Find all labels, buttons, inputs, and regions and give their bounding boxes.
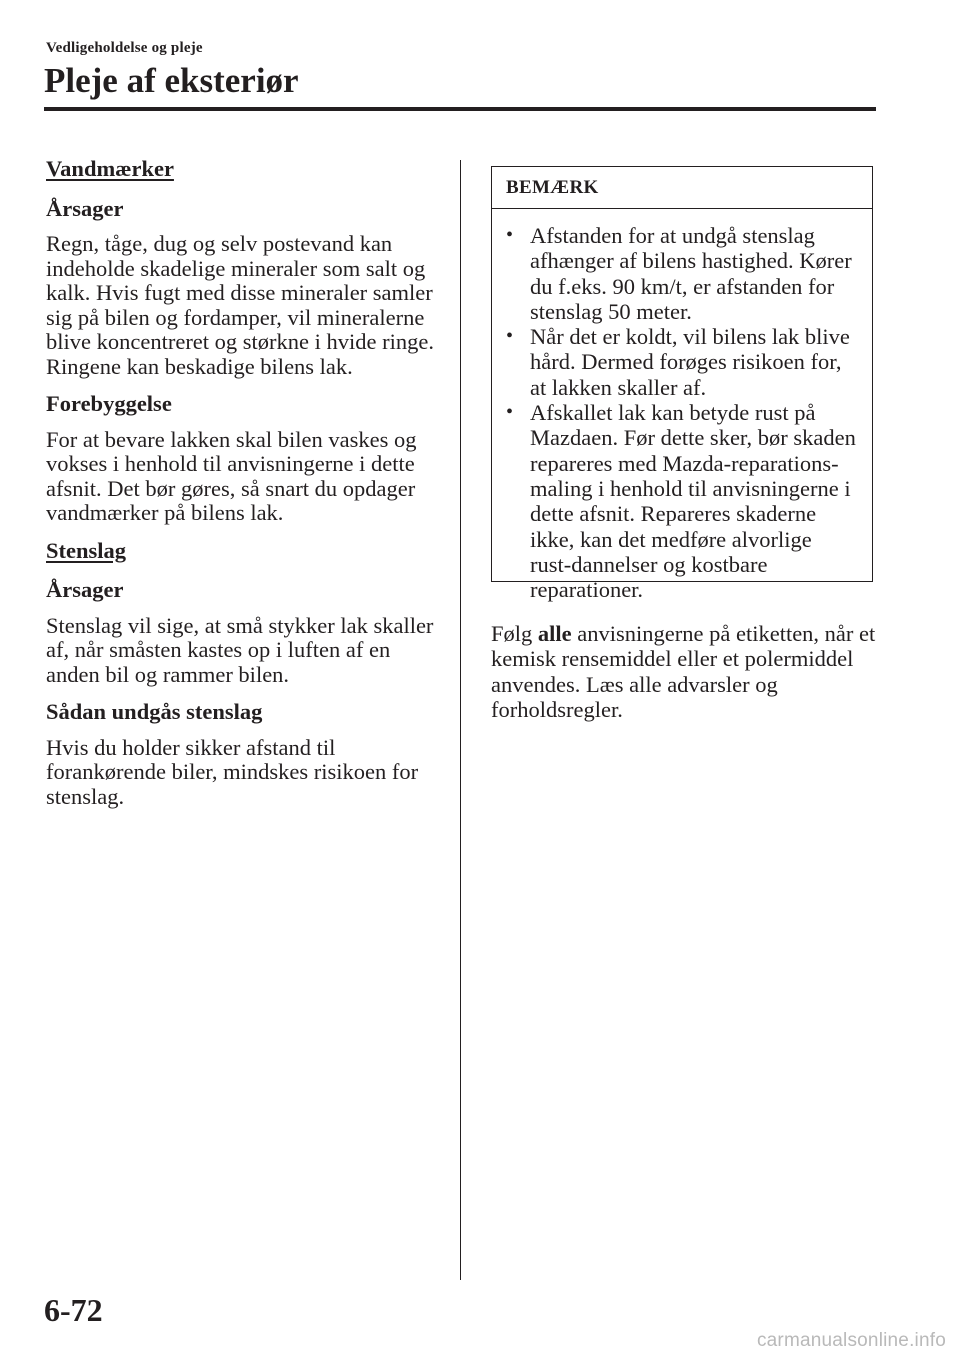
note-item [506, 324, 858, 400]
avoid-stenslag-text: Hvis du holder sikker afstand til forankørende biler, mindskes risikoen for stenslag. [46, 734, 419, 809]
vandmaerker-causes-text: Regn, tåge, dug og selv postevand kan indeholde skadelige mineraler som salt og kalk. Hvis fugt med disse mineraler samler sig på bilen og fordamper, vil mineralerne blive koncentreret og størkne i hvide ringe. Ringene kan beskadige bilens lak. [46, 231, 435, 379]
heading-stenslag-causes: Årsager [46, 577, 124, 602]
heading-stenslag: Stenslag [46, 537, 127, 563]
stenslag-causes-text: Stenslag vil sige, at små stykker lak skaller af, når småsten kastes op i luften af en anden bil og rammer bilen. [46, 612, 434, 687]
emphasis-alle: alle [537, 621, 572, 646]
note-item [506, 400, 858, 602]
note-item-text: Afstanden for at undgå stenslag afhænger af bilens hastighed. Kører du f.eks. 90 km/t, er afstanden for stenslag 50 meter. [530, 223, 852, 324]
paragraph-prefix: Følg [491, 621, 538, 646]
section-label: Vedligeholdelse og pleje [46, 40, 203, 56]
note-item-text: Afskallet lak kan betyde rust på Mazdaen. Før dette sker, bør skaden repareres med Mazda-reparations-maling i henhold til anvisningerne i dette afsnit. Repareres skaderne ikke, kan det medføre alvorlige rust-dannelser og kostbare reparationer. [530, 400, 856, 603]
bullet-icon: • [506, 325, 514, 348]
title-rule [44, 107, 876, 111]
paragraph-suffix: anvisningerne på etiketten, når et kemisk rensemiddel eller et polermiddel anvendes. Læs alle advarsler og forholdsregler. [491, 621, 876, 722]
heading-vandmaerker: Vandmærker [46, 156, 174, 181]
left-column [46, 153, 441, 822]
bullet-icon: • [506, 401, 514, 424]
note-item-text: Når det er koldt, vil bilens lak blive hård. Dermed forøges risikoen for, at lakken skaller af. [530, 324, 850, 400]
heading-prevention: Forebyggelse [46, 391, 172, 416]
bullet-icon: • [506, 224, 514, 246]
page-number: 6-72 [44, 1292, 103, 1328]
page-title: Pleje af eksteriør [44, 61, 299, 100]
chemical-cleaner-paragraph [491, 621, 876, 722]
note-heading: BEMÆRK [492, 167, 872, 209]
prevention-text: For at bevare lakken skal bilen vaskes og vokses i henhold til anvisningerne i dette afsnit. Det bør gøres, så snart du opdager vandmærker på bilens lak. [46, 426, 417, 525]
heading-avoid-stenslag: Sådan undgås stenslag [46, 699, 263, 724]
column-divider [460, 160, 461, 1280]
watermark: carmanualsonline.info [756, 1330, 946, 1351]
note-box [491, 166, 873, 603]
note-list [492, 209, 872, 602]
heading-vandmaerker-causes: Årsager [46, 195, 124, 221]
note-item [506, 223, 858, 324]
